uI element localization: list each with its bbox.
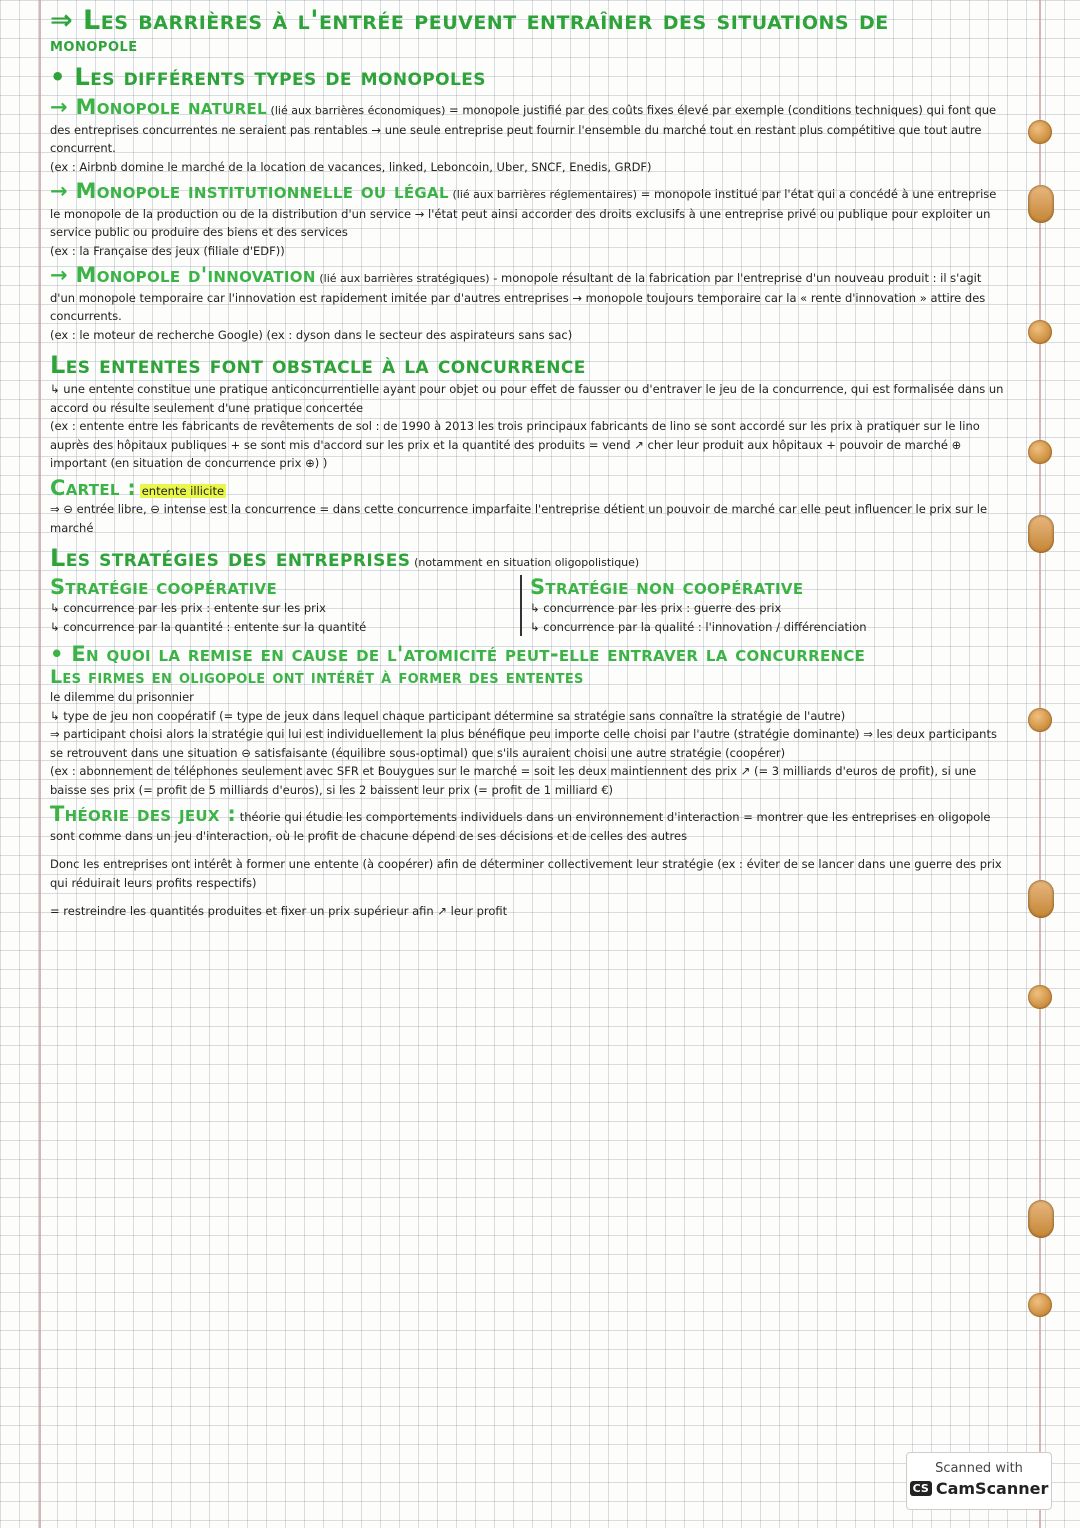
noncooperative-column: [520, 575, 1000, 636]
camscanner-name: CamScanner: [935, 1479, 1049, 1498]
innovation-monopoly-section: [50, 263, 1010, 344]
natural-monopoly-section: [50, 95, 1010, 176]
atomicite-title: • En quoi la remise en cause de l'atomicité peut-elle entraver la concurrence: [50, 642, 866, 666]
atomicite-line: le dilemme du prisonnier: [50, 690, 194, 704]
cooperative-item: ↳ concurrence par la quantité : entente sur la quantité: [50, 619, 367, 634]
innovation-paren: (lié aux barrières stratégiques): [319, 272, 490, 285]
game-theory-text: théorie qui étudie les comportements individuels dans un environnement d'interaction = montrer que les entreprises en oligopole sont comme dans un jeu d'interaction, où le profit de chacune dépend de ses décisions et de celles des autres: [50, 810, 991, 843]
strategies-section: [50, 543, 1010, 636]
cartel-definition: entente illicite: [141, 483, 225, 498]
page-title: ⇒ Les barrières à l'entrée peuvent entraîner des situations de: [50, 5, 889, 36]
institutional-text: = monopole institué par l'état qui a concédé à une entreprise le monopole de la production ou de la distribution d'un service → l'état peut ainsi accorder des droits exclusifs à une entreprise privé ou publique pour exploiter un service public ou produire des biens et des services: [50, 187, 997, 239]
innovation-text: - monopole résultant de la fabrication par l'entreprise d'un nouveau produit : il s'agit d'un monopole temporaire car l'innovation est rapidement imitée par d'autres entreprises → monopole toujours temporaire car la « rente d'innovation » attire des concurrents.: [50, 271, 986, 323]
noncooperative-item: ↳ concurrence par les prix : guerre des prix: [530, 601, 782, 615]
innovation-example: (ex : le moteur de recherche Google) (ex : dyson dans le secteur des aspirateurs sans sac): [50, 327, 573, 342]
binder-slot-icon: [1028, 1200, 1054, 1238]
atomicite-section: [50, 642, 1010, 799]
institutional-paren: (lié aux barrières réglementaires): [452, 188, 638, 201]
institutional-monopoly-section: [50, 179, 1010, 260]
binder-hole-icon: [1028, 120, 1052, 144]
ententes-title: Les ententes font obstacle à la concurrence: [50, 351, 586, 379]
natural-title: → Monopole naturel: [50, 95, 267, 119]
natural-example: (ex : Airbnb domine le marché de la location de vacances, linked, Leboncoin, Uber, SNCF, Enedis, GRDF): [50, 159, 652, 174]
binder-slot-icon: [1028, 185, 1054, 223]
strategies-columns: [50, 575, 1010, 636]
cartel-title: Cartel :: [50, 475, 137, 500]
page-title-continuation: monopole: [50, 35, 138, 56]
innovation-title: → Monopole d'innovation: [50, 263, 316, 287]
camscanner-label: [907, 1479, 1051, 1498]
institutional-example: (ex : la Française des jeux (filiale d'EDF)): [50, 243, 285, 258]
strategies-title: Les stratégies des entreprises: [50, 544, 411, 572]
noncooperative-title: Stratégie non coopérative: [530, 575, 804, 599]
cartel-text: ⇒ ⊖ entrée libre, ⊖ intense est la concurrence = dans cette concurrence imparfaite l'entreprise détient un pouvoir de marché car elle peut influencer le prix sur le marché: [50, 502, 988, 535]
camscanner-logo-icon: CS: [910, 1481, 932, 1496]
cooperative-item: ↳ concurrence par les prix : entente sur les prix: [50, 601, 326, 615]
types-heading: • Les différents types de monopoles: [50, 63, 486, 91]
game-theory-final: = restreindre les quantités produites et fixer un prix supérieur afin ↗ leur profit: [50, 904, 508, 918]
game-theory-section: [50, 802, 1010, 921]
cartel-section: [50, 475, 1010, 538]
binder-hole-icon: [1028, 708, 1052, 732]
ententes-text: ↳ une entente constitue une pratique anticoncurrentielle ayant pour objet ou pour effet de fausser ou d'entraver le jeu de la concurrence, qui est formalisée dans un accord ou résulte seulement d'une pratique concertée: [50, 382, 1004, 415]
binder-slot-icon: [1028, 515, 1054, 553]
binder-hole-icon: [1028, 440, 1052, 464]
game-theory-conclusion: Donc les entreprises ont intérêt à former une entente (à coopérer) afin de déterminer collectivement leur stratégie (ex : éviter de se lancer dans une guerre des prix qui réduirait leurs profits respectifs): [50, 857, 1002, 890]
ententes-section: [50, 350, 1010, 473]
game-theory-title: Théorie des jeux :: [50, 802, 237, 826]
noncooperative-item: ↳ concurrence par la qualité : l'innovation / différenciation: [530, 619, 867, 634]
strategies-paren: (notamment en situation oligopolistique): [414, 556, 640, 569]
institutional-title: → Monopole institutionnelle ou légal: [50, 179, 449, 203]
cooperative-title: Stratégie coopérative: [50, 575, 277, 599]
cooperative-column: [50, 575, 520, 636]
scanned-with-label: Scanned with: [935, 1461, 1023, 1476]
atomicite-subtitle: Les firmes en oligopole ont intérêt à former des ententes: [50, 666, 584, 688]
camscanner-badge: [906, 1452, 1052, 1510]
atomicite-line: ↳ type de jeu non coopératif (= type de jeux dans lequel chaque participant détermine sa stratégie sans connaître la stratégie de l'autre): [50, 708, 846, 723]
binder-hole-icon: [1028, 320, 1052, 344]
ententes-example: (ex : entente entre les fabricants de revêtements de sol : de 1990 à 2013 les trois principaux fabricants de lino se sont accordé sur les prix à pratiquer sur le lino auprès des hôpitaux publiques + se sont mis d'accord sur les prix et la quantité des produits = vend ↗ cher leur produit aux hôpitaux + pouvoir de marché ⊕ important (en situation de concurrence prix ⊕) ): [50, 419, 980, 470]
binder-hole-icon: [1028, 985, 1052, 1009]
binder-slot-icon: [1028, 880, 1054, 918]
binder-hole-icon: [1028, 1293, 1052, 1317]
notes-page: [50, 6, 1010, 921]
natural-paren: (lié aux barrières économiques): [270, 104, 446, 117]
atomicite-line: ⇒ participant choisi alors la stratégie qui lui est individuellement la plus bénéfique peu importe celle choisi par l'autre (stratégie dominante) ⇒ les deux participants se retrouvent dans une situation ⊖ satisfaisante (équilibre sous-optimal) que s'ils auraient choisi une autre stratégie (coopérer): [50, 727, 997, 760]
atomicite-example: (ex : abonnement de téléphones seulement avec SFR et Bouygues sur le marché = soit les deux maintiennent des prix ↗ (= 3 milliards d'euros de profit), si une baisse ses prix (= profit de 5 milliards d'euros), si les 2 baissent leur prix (= profit de 1 milliard €): [50, 764, 977, 797]
natural-text: = monopole justifié par des coûts fixes élevé par exemple (conditions techniques) qui font que des entreprises concurrentes ne seraient pas rentables → une seule entreprise peut fournir l'ensemble du marché tout en restant plus compétitive que tout autre concurrent.: [50, 103, 997, 155]
binder-holes: [1000, 0, 1080, 1528]
